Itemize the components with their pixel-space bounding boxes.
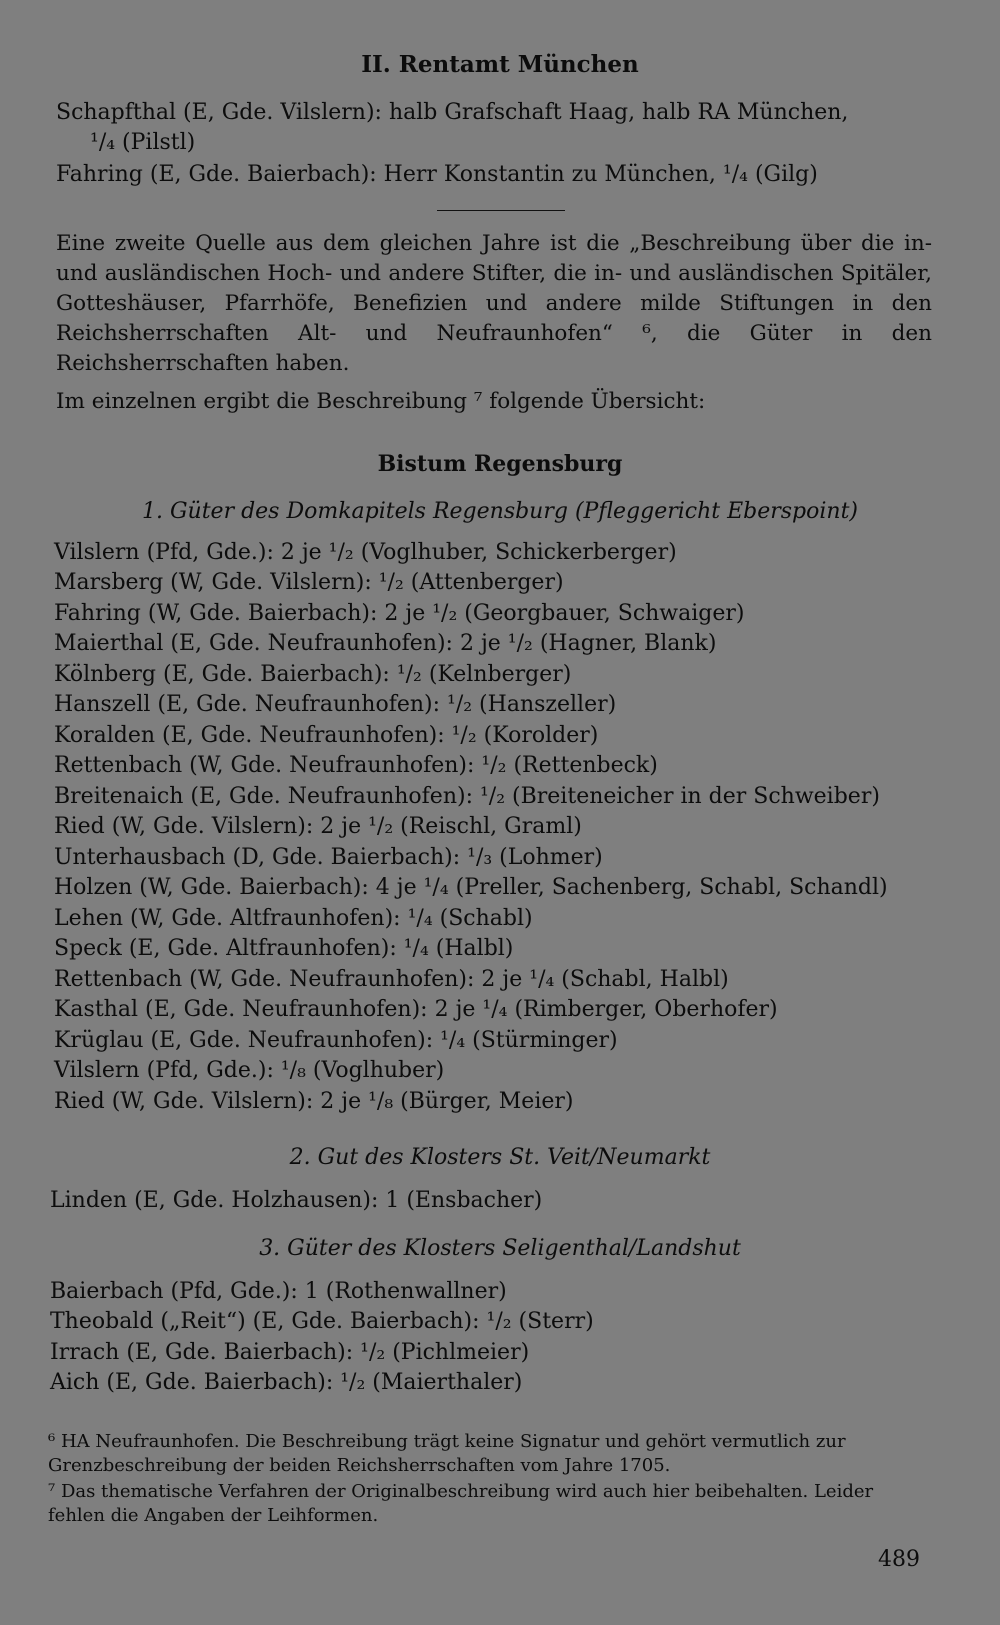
list-item: Kasthal (E, Gde. Neufraunhofen): 2 je ¹/₄ (Rimberger, Oberhofer) <box>54 997 778 1022</box>
entry-line: Fahring (E, Gde. Baierbach): Herr Konstantin zu München, ¹/₄ (Gilg) <box>56 162 818 187</box>
list-item: Linden (E, Gde. Holzhausen): 1 (Ensbacher) <box>50 1188 543 1213</box>
list-item: Rettenbach (W, Gde. Neufraunhofen): ¹/₂ (Rettenbeck) <box>54 753 658 778</box>
list-item: Speck (E, Gde. Altfraunhofen): ¹/₄ (Halbl) <box>54 936 514 961</box>
list-item: Aich (E, Gde. Baierbach): ¹/₂ (Maierthaler) <box>50 1370 523 1395</box>
list-item: Maierthal (E, Gde. Neufraunhofen): 2 je ¹/₂ (Hagner, Blank) <box>54 631 717 656</box>
list-item: Unterhausbach (D, Gde. Baierbach): ¹/₃ (Lohmer) <box>54 845 603 870</box>
intro-paragraph: Eine zweite Quelle aus dem gleichen Jahre ist die „Beschreibung über die in- und ausländischen Hoch- und andere Stifter, die in- und ausländischen Spitäler, Gotteshäuser, Pfarrhöfe, Benefizien und andere milde Stiftungen in den Reichsherrschaften Alt- und Neufraunhofen“ ⁶, die Güter in den Reichsherrschaften haben. <box>56 231 932 376</box>
entry-line: Schapfthal (E, Gde. Vilslern): halb Grafschaft Haag, halb RA München, <box>56 100 849 125</box>
entry-line: ¹/₄ (Pilstl) <box>90 130 196 155</box>
section-title-1: 1. Güter des Domkapitels Regensburg (Pfleggericht Eberspoint) <box>141 499 859 524</box>
list-item: Marsberg (W, Gde. Vilslern): ¹/₂ (Attenberger) <box>54 570 564 595</box>
list-item: Vilslern (Pfd, Gde.): 2 je ¹/₂ (Voglhuber, Schickerberger) <box>54 540 677 565</box>
list-item: Irrach (E, Gde. Baierbach): ¹/₂ (Pichlmeier) <box>50 1340 530 1365</box>
list-item: Vilslern (Pfd, Gde.): ¹/₈ (Voglhuber) <box>54 1058 445 1083</box>
list-item: Breitenaich (E, Gde. Neufraunhofen): ¹/₂ (Breiteneicher in der Schweiber) <box>54 784 880 809</box>
list-item: Theobald („Reit“) (E, Gde. Baierbach): ¹/₂ (Sterr) <box>50 1309 594 1334</box>
list-item: Krüglau (E, Gde. Neufraunhofen): ¹/₄ (Stürminger) <box>54 1028 618 1053</box>
list-item: Holzen (W, Gde. Baierbach): 4 je ¹/₄ (Preller, Sachenberg, Schabl, Schandl) <box>54 875 888 900</box>
list-item: Rettenbach (W, Gde. Neufraunhofen): 2 je ¹/₄ (Schabl, Halbl) <box>54 967 729 992</box>
footnote-6: ⁶ HA Neufraunhofen. Die Beschreibung trägt keine Signatur und gehört vermutlich zur Grenzbeschreibung der beiden Reichsherrschaften vom Jahre 1705. <box>48 1431 846 1476</box>
list-item: Kölnberg (E, Gde. Baierbach): ¹/₂ (Kelnberger) <box>54 662 572 687</box>
intro-line: Im einzelnen ergibt die Beschreibung ⁷ folgende Übersicht: <box>56 389 706 414</box>
section-title-3: 3. Güter des Klosters Seligenthal/Landshut <box>259 1236 741 1261</box>
list-item: Lehen (W, Gde. Altfraunhofen): ¹/₄ (Schabl) <box>54 906 533 931</box>
page-title: II. Rentamt München <box>361 51 639 78</box>
section-heading-bistum: Bistum Regensburg <box>377 451 623 477</box>
list-item: Baierbach (Pfd, Gde.): 1 (Rothenwallner) <box>50 1279 507 1304</box>
list-item: Ried (W, Gde. Vilslern): 2 je ¹/₈ (Bürger, Meier) <box>54 1089 574 1114</box>
list-item: Koralden (E, Gde. Neufraunhofen): ¹/₂ (Korolder) <box>54 723 599 748</box>
list-item: Hanszell (E, Gde. Neufraunhofen): ¹/₂ (Hanszeller) <box>54 692 617 717</box>
list-item: Fahring (W, Gde. Baierbach): 2 je ¹/₂ (Georgbauer, Schwaiger) <box>54 601 745 626</box>
separator-rule <box>437 210 565 211</box>
list-item: Ried (W, Gde. Vilslern): 2 je ¹/₂ (Reischl, Graml) <box>54 814 582 839</box>
footnote-7: ⁷ Das thematische Verfahren der Originalbeschreibung wird auch hier beibehalten. Leider fehlen die Angaben der Leihformen. <box>48 1481 874 1526</box>
page-number: 489 <box>878 1547 920 1572</box>
section-title-2: 2. Gut des Klosters St. Veit/Neumarkt <box>289 1145 711 1170</box>
